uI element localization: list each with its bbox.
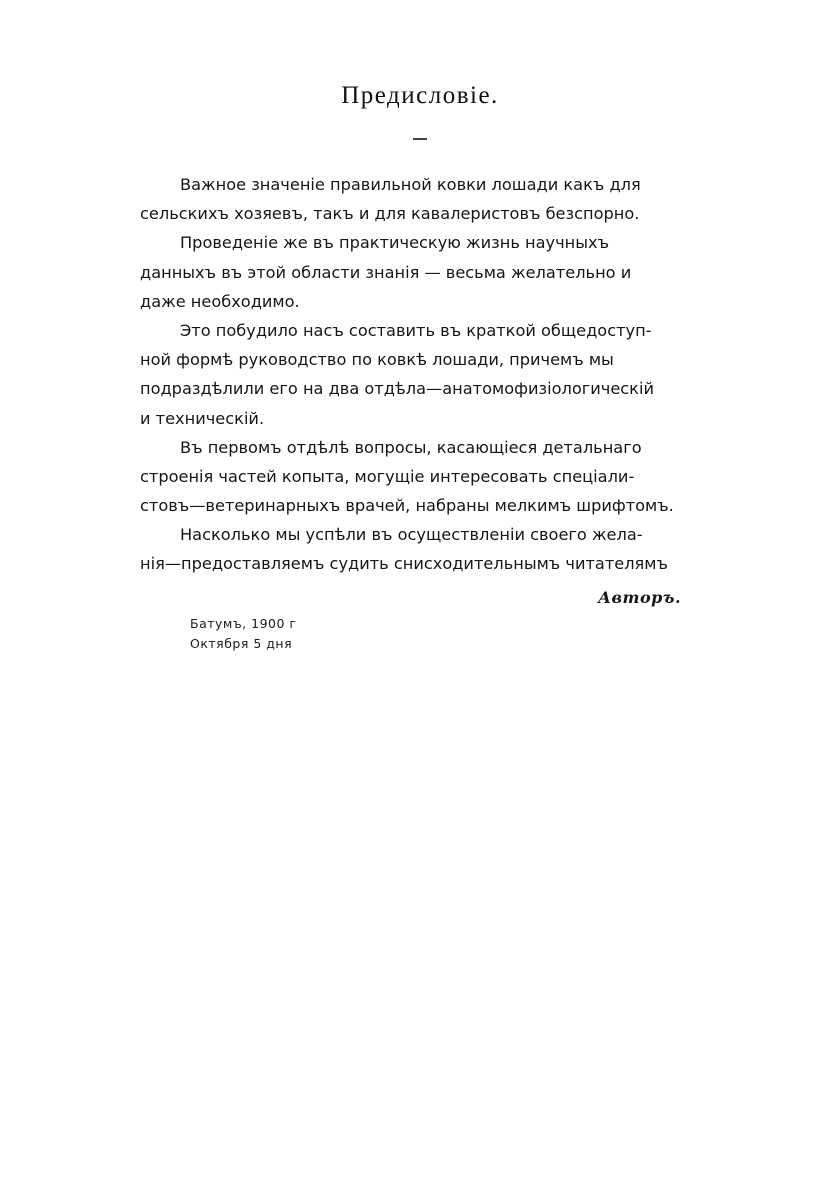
paragraph-line: Насколько мы успѣли въ осуществленіи своего жела-: [180, 525, 643, 545]
paragraph-4: [140, 433, 730, 521]
page-title: Предисловіе.: [341, 82, 499, 109]
paragraph-line: даже необходимо.: [140, 291, 300, 311]
paragraph-line: подраздѣлили его на два отдѣла—анатомофизіологическій: [140, 379, 654, 399]
paragraph-line: Въ первомъ отдѣлѣ вопросы, касающіеся детальнаго: [180, 437, 642, 457]
dateline: [190, 614, 296, 654]
paragraph-line: данныхъ въ этой области знанія — весьма желательно и: [140, 262, 632, 282]
author-signature: Авторъ.: [598, 588, 682, 607]
paragraph-line: стовъ—ветеринарныхъ врачей, набраны мелкимъ шрифтомъ.: [140, 496, 674, 516]
paragraph-5: [140, 520, 730, 578]
preface-body: [140, 170, 730, 579]
paragraph-2: [140, 228, 730, 316]
paragraph-1: [140, 170, 730, 228]
paragraph-line: Проведеніе же въ практическую жизнь научныхъ: [180, 233, 610, 253]
title-divider: [413, 138, 427, 140]
paragraph-line: сельскихъ хозяевъ, такъ и для кавалеристовъ безспорно.: [140, 204, 640, 224]
paragraph-3: [140, 316, 730, 433]
paragraph-line: ной формѣ руководство по ковкѣ лошади, причемъ мы: [140, 350, 614, 370]
dateline-place-year: Батумъ, 1900 г: [190, 616, 297, 631]
paragraph-line: Это побудило насъ составить въ краткой общедоступ-: [180, 320, 652, 340]
paragraph-line: строенія частей копыта, могущіе интересовать спеціали-: [140, 466, 635, 486]
paragraph-line: нія—предоставляемъ судить снисходительнымъ читателямъ: [140, 554, 668, 574]
paragraph-line: Важное значеніе правильной ковки лошади какъ для: [180, 175, 641, 194]
paragraph-line: и техническій.: [140, 408, 265, 428]
dateline-day: Октября 5 дня: [190, 636, 293, 651]
